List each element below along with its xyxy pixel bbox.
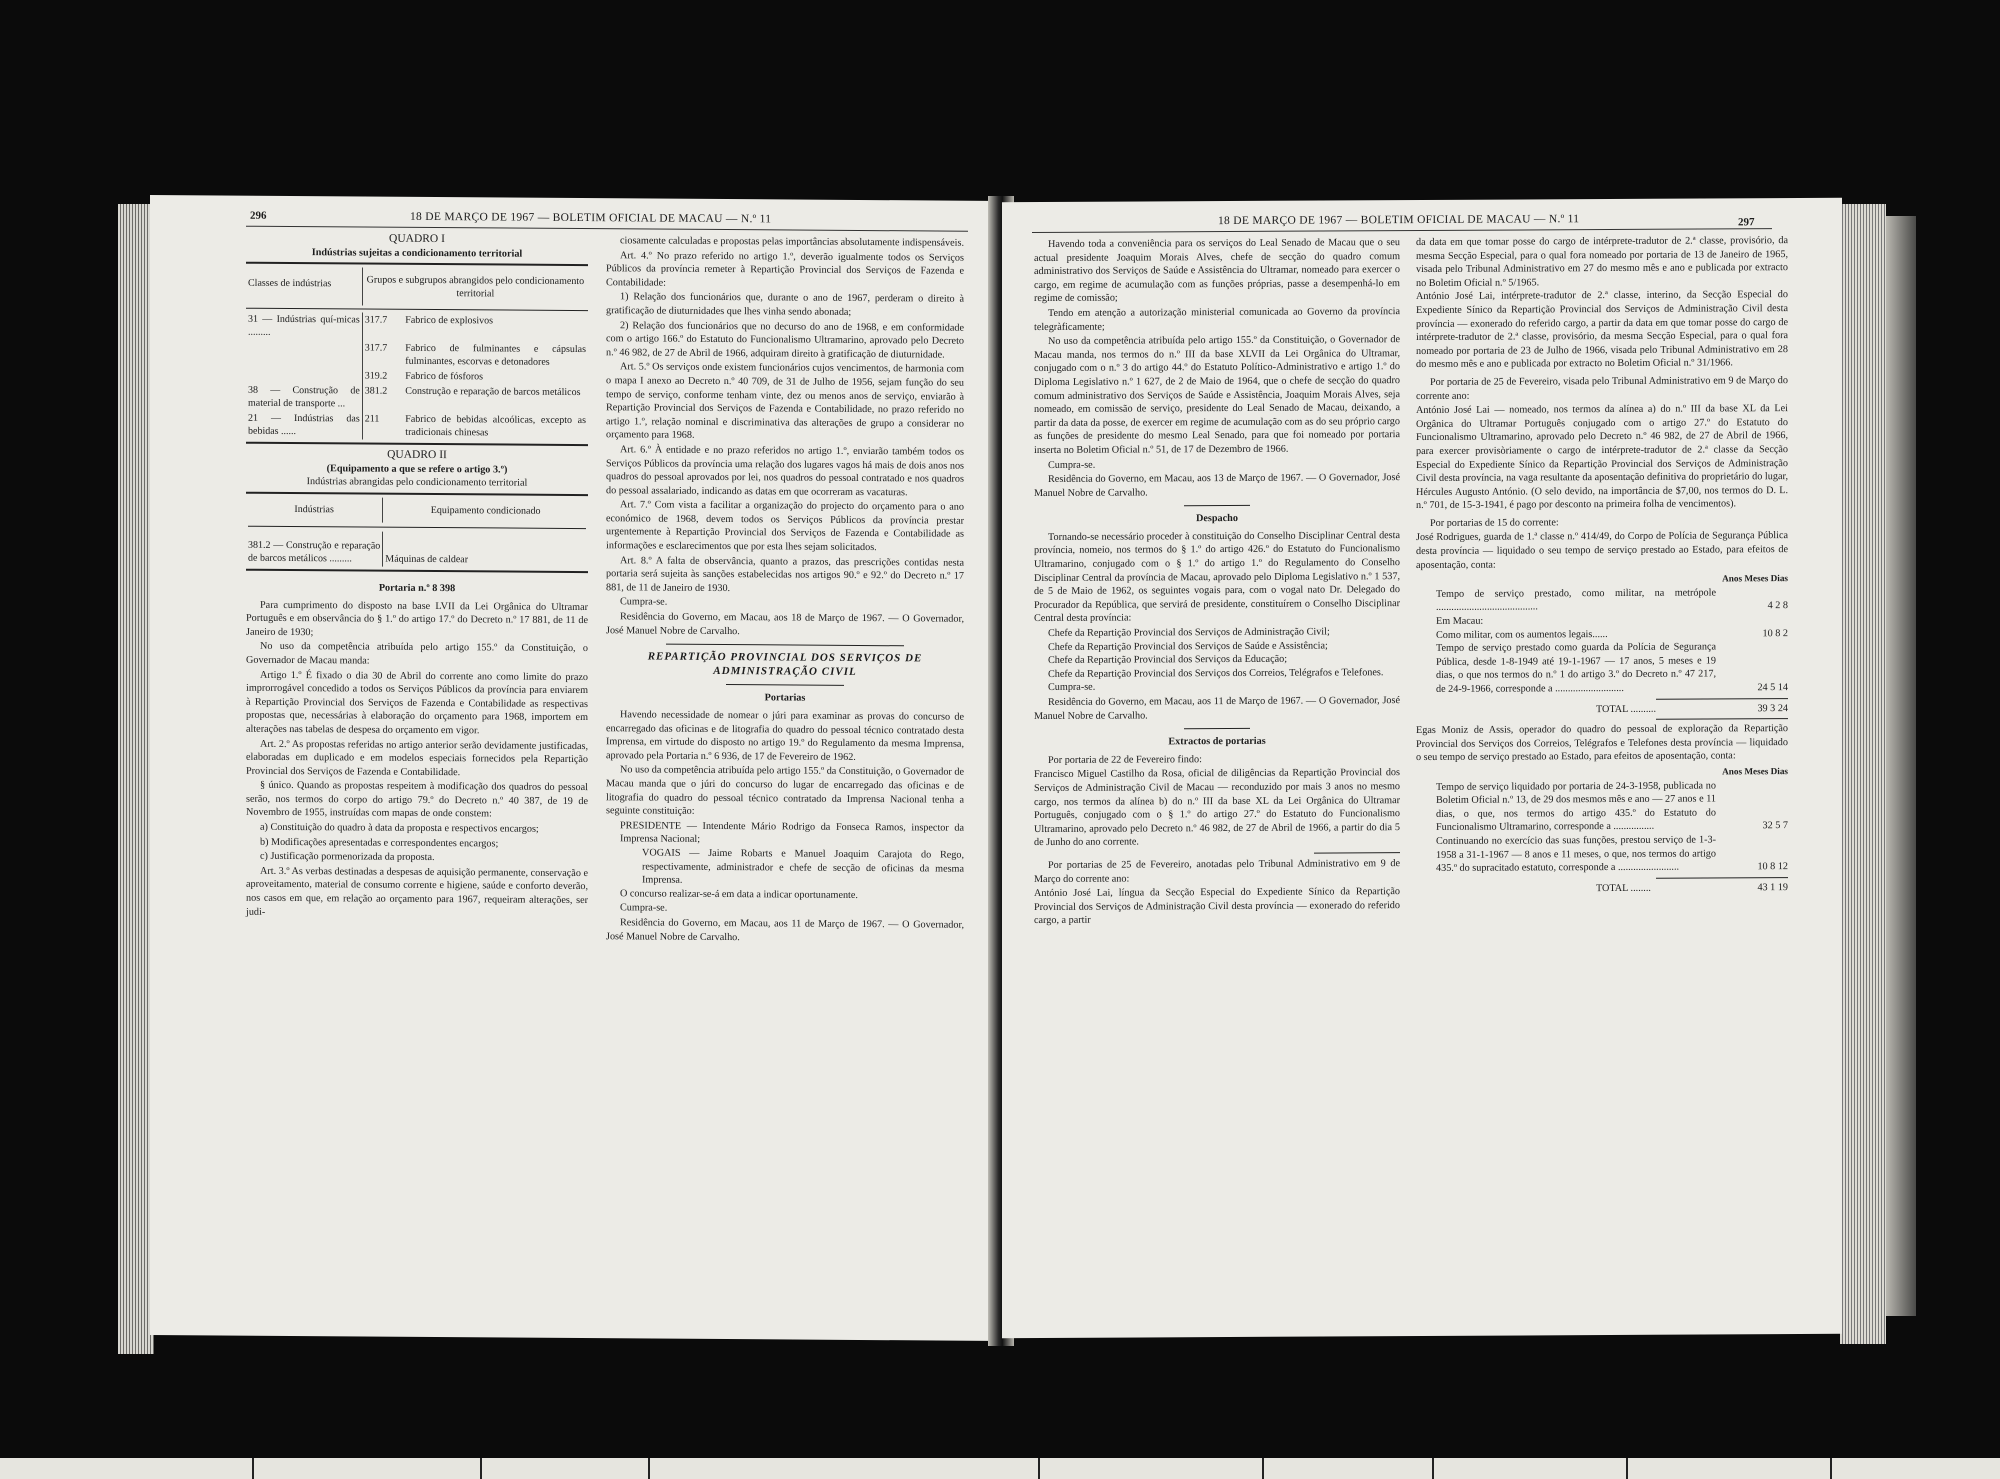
paragraph: No uso da competência atribuída pelo artigo 155.º da Constituição, o Governador de Macau manda, nos termos do n.º III da base XLVII da Lei Orgânica do Ultramar, conjugado com o n.º 3 do artigo 44.º do Estatuto Político-Administrativo e artigo 1.º do Diploma Legislativo n.º 1 627, de 2 de Maio de 1964, que o chefe de secção do quadro comum administrativo dos Serviços de Saúde e Assistência, Joaquim Morais Alves, seja nomeado, em comissão de serviço, presidente do Leal Senado de Macau, deixando, a partir da data da posse, de exercer em regime de acumulação com as do seu próprio cargo as funções de presidente do mesmo Leal Senado, para que foi nomeado por portaria inserta no Boletim Oficial n.º 51, de 17 de Dezembro de 1966.	[1034, 334, 1400, 456]
total-value: 43 1 19	[1757, 881, 1788, 893]
cumpra-se: Cumpra-se.	[1048, 459, 1096, 471]
section-title-repartition: REPARTIÇÃO PROVINCIAL DOS SERVIÇOS DE ADMINISTRAÇÃO CIVIL	[647, 650, 923, 678]
cumpra-se: Cumpra-se.	[620, 596, 668, 609]
book-edge-left	[118, 204, 154, 1354]
service-value: 24 5 14	[1757, 682, 1788, 694]
service-table-header: Anos Meses Dias	[1722, 573, 1788, 584]
paragraph: Art. 4.º No prazo referido no artigo 1.º, deverão igualmente todos os Serviços Públicos da província remeter à Repartição Provincial dos Serviços de Fazenda e Contabilidade:	[606, 249, 964, 289]
divider	[248, 526, 586, 529]
table-cell: 21 — Indústrias das bebidas ......	[248, 412, 360, 438]
table-header-cell: Indústrias	[294, 504, 334, 516]
extract-heading: Por portarias de 15 do corrente:	[1430, 517, 1559, 529]
header-rule	[246, 226, 968, 232]
cumpra-se: Cumpra-se.	[620, 902, 668, 914]
divider	[246, 569, 588, 573]
divider	[246, 308, 588, 311]
total-value: 39 3 24	[1757, 702, 1788, 714]
paragraph: Art. 6.º À entidade e no prazo referidos no artigo 1.º, enviarão também todos os Serviços Públicos da província uma relação dos lugares vagos há mais de dois anos nos quadros do pessoal aprovados por lei, nos quadros do pessoal contratado e nos quadros do pessoal assalariado, indicando as datas em que ocorreram as vacaturas.	[606, 444, 964, 499]
table-header-cell: Classes de indústrias	[248, 277, 332, 290]
table-header-cell: Grupos e subgrupos abrangidos pelo condicionamento territorial	[362, 268, 588, 308]
paragraph: Art. 7.º Com vista a facilitar a organização do projecto do orçamento para o ano económico de 1968, devem todos os Serviços Públicos da província prestar urgentemente à Repartição Provincial dos Serviços de Fazenda e Contabilidade as informações e esclarecimentos que por esta lhes sejam solicitados.	[606, 499, 964, 554]
paragraph: 1) Relação dos funcionários que, durante o ano de 1967, perderam o direito à gratificação de diuturnidades que lhes vinha sendo abonada;	[606, 291, 964, 318]
leal-senado-text	[1034, 236, 1400, 457]
divider	[1656, 877, 1788, 879]
table-cell: 38 — Construção de material de transporte ...	[248, 384, 360, 410]
header-rule	[1032, 228, 1772, 233]
book-cover-right	[1886, 216, 1916, 1316]
table-header	[246, 497, 588, 524]
table-cell: 381.2 — Construção e reparação de barcos metálicos .........	[248, 539, 381, 565]
despacho-title: Despacho	[1196, 513, 1238, 525]
divider	[1184, 505, 1250, 506]
left-column-1	[246, 232, 588, 923]
service-label: Tempo de serviço liquidado por portaria de 24-3-1958, publicada no Boletim Oficial n.º 13, de 29 dos mesmos mês e ano — 27 anos e 11 dias, o que, nos termos do artigo 435.º do Estatuto do Funcionalismo Ultramarino, corresponde a ................	[1436, 780, 1716, 834]
quadro2-table	[246, 497, 588, 568]
table-cell	[246, 368, 362, 384]
running-head-right: 18 DE MARÇO DE 1967 — BOLETIM OFICIAL DE MACAU — N.º 11	[1218, 213, 1580, 228]
concurso-note: O concurso realizar-se-á em data a indicar oportunamente.	[620, 888, 858, 901]
portaria-text	[246, 598, 588, 921]
table-cell: 319.2	[362, 369, 403, 384]
total-label: TOTAL ..........	[1596, 703, 1657, 715]
extract-body: José Rodrigues, guarda de 1.ª classe n.º 414/49, do Corpo de Polícia de Segurança Pública desta província — liquidado o seu tempo de serviço prestado ao Estado, para efeitos de aposentação, conta:	[1416, 530, 1788, 571]
paragraph: Para cumprimento do disposto na base LVII da Lei Orgânica do Ultramar Português e em observância do § 1.º do artigo 17.º do Decreto n.º 17 881, de 11 de Janeiro de 1930;	[246, 599, 588, 638]
divider	[666, 644, 904, 647]
paragraph: a) Constituição do quadro à data da proposta e respectivos encargos;	[260, 821, 539, 835]
extract-heading: Por portaria de 25 de Fevereiro, visada pelo Tribunal Administrativo em 9 de Março do corrente ano:	[1416, 375, 1788, 402]
table-row	[246, 340, 588, 370]
jury-president: PRESIDENTE — Intendente Mário Rodrigo da Fonseca Ramos, inspector da Imprensa Nacional;	[620, 820, 964, 846]
portaria-title: Portaria n.º 8 398	[378, 582, 456, 595]
service-value: 32 5 7	[1762, 820, 1788, 832]
right-column-1	[1034, 236, 1400, 928]
service-total-row	[1416, 881, 1788, 897]
paragraph: ciosamente calculadas e propostas pelas importâncias absolutamente indispensáveis.	[620, 235, 965, 249]
service-row	[1436, 627, 1788, 642]
cumpra-se: Cumpra-se.	[1048, 682, 1096, 694]
service-time-table	[1416, 779, 1788, 876]
signature-line: Residência do Governo, em Macau, aos 18 de Março de 1967. — O Governador, José Manuel Nobre de Carvalho.	[606, 611, 964, 637]
service-value: 10 8 2	[1762, 627, 1788, 639]
divider	[1314, 852, 1400, 853]
extract-body: Francisco Miguel Castilho da Rosa, oficial de diligências da Repartição Provincial dos Serviços de Administração Civil de Macau — reconduzido por mais 3 anos no mesmo cargo, nos termos da alínea b) do n.º III da base XL da Lei Orgânica do Ultramar Português, conjugado com o § 1.º do artigo 27.º do Estatuto do Funcionalismo Ultramarino, aprovado pelo Decreto n.º 46 982, de 27 de Abril de 1966, a partir do dia 5 de Junho do ano corrente.	[1034, 767, 1400, 849]
table-row	[246, 411, 588, 441]
quadro1-body	[246, 312, 588, 441]
service-total-row	[1416, 702, 1788, 718]
extract-body: António José Lai — nomeado, nos termos da alínea a) do n.º III da base XL da Lei Orgânica do Ultramar Português conjugado com o artigo 27.º do Estatuto do Funcionalismo Ultramarino, aprovado pelo Decreto n.º 46 982, de 27 de Abril de 1966, para exercer provisòriamente o cargo de intérprete-tradutor de 2.ª classe da Secção Especial do Expediente Sínico da Repartição Provincial dos Serviços de Administração Civil desta província, na vaga resultante da aposentação definitiva do proprietário do lugar, Hércules Augusto António. (O selo devido, na importância de $7,00, nos termos do D. L. n.º 701, de 15-3-1941, é pago por desconto na primeira folha de vencimentos).	[1416, 403, 1788, 512]
service-value: 4 2 8	[1767, 600, 1788, 612]
paragraph: No uso da competência atribuída pelo artigo 155.º da Constituição, o Governador de Macau manda:	[246, 641, 588, 667]
running-head-left: 18 DE MARÇO DE 1967 — BOLETIM OFICIAL DE MACAU — N.º 11	[410, 210, 772, 226]
service-time-table	[1416, 586, 1788, 697]
divider	[246, 442, 588, 446]
list-item: Chefe da Repartição Provincial dos Serviços de Saúde e Assistência;	[1048, 640, 1328, 653]
right-page	[1002, 198, 1842, 1338]
table-cell: Fabrico de fulminantes e cápsulas fulminantes, escorvas e detonadores	[405, 342, 586, 369]
list-item: Chefe da Repartição Provincial dos Serviços dos Correios, Telégrafos e Telefones.	[1048, 667, 1384, 680]
paragraph: Art. 8.º A falta de observância, quanto a prazos, das prescrições contidas nesta portaria será sujeita às sanções estabelecidas nos artigos 90.º e 92.º do Decreto n.º 17 881, de 11 de Janeiro de 1930.	[606, 554, 964, 594]
signature-line: Residência do Governo, em Macau, aos 11 de Março de 1967. — O Governador, José Manuel Nobre de Carvalho.	[606, 917, 964, 943]
table-row	[246, 383, 588, 413]
paragraph: Havendo toda a conveniência para os serviços do Leal Senado de Macau que o seu actual presidente Joaquim Morais Alves, chefe de secção do quadro comum administrativo dos Serviços de Saúde e Assistência do Ultramar, nomeado para exercer o cargo, em regime de acumulação com as funções próprias, passe a desempenhá-lo em regime de comissão;	[1034, 237, 1400, 305]
paragraph: b) Modificações apresentadas e correspondentes encargos;	[260, 836, 499, 850]
extractos-title: Extractos de portarias	[1168, 736, 1266, 748]
left-column-2	[606, 234, 964, 947]
paragraph: No uso da competência atribuída pelo artigo 155.º da Constituição, o Governador de Macau manda que o júri do concurso do lugar de encarregado das oficinas e de litografia do quadro do pessoal técnico contratado da Imprensa Nacional tenha a seguinte constituição:	[606, 764, 964, 817]
paragraph: 2) Relação dos funcionários que no decurso do ano de 1968, e em conformidade com o artigo 166.º do Estatuto do Funcionalismo Ultramarino, aprovado pelo Decreto n.º 46 982, de 27 de Abril de 1966, adquiram direito à gratificação de diuturnidade.	[606, 319, 964, 361]
book-edge-right	[1840, 204, 1886, 1344]
extract-heading: Por portarias de 25 de Fevereiro, anotadas pelo Tribunal Administrativo em 9 de Março do corrente ano:	[1034, 858, 1400, 885]
portaria-articles	[606, 234, 964, 597]
extract-body: Egas Moniz de Assis, operador do quadro do pessoal de exploração da Repartição Provincial dos Serviços dos Correios, Telégrafos e Telefones desta província — liquidado o seu tempo de serviço prestado ao Estado, para efeitos de aposentação, conta:	[1416, 723, 1788, 764]
portarias-title: Portarias	[764, 692, 806, 705]
quadro2-subtitle-2: Indústrias abrangidas pelo condicionamento territorial	[306, 476, 528, 490]
page-number-right: 297	[1738, 216, 1755, 229]
quadro1-table	[246, 267, 588, 307]
quadro1-subtitle: Indústrias sujeitas a condicionamento territorial	[311, 246, 523, 260]
paragraph: c) Justificação pormenorizada da proposta.	[260, 851, 435, 864]
table-cell: Construção e reparação de barcos metálicos	[405, 385, 581, 399]
divider	[1656, 698, 1788, 700]
service-label: Como militar, com os aumentos legais......	[1436, 628, 1608, 641]
table-cell: Fabrico de explosivos	[405, 314, 494, 327]
paragraph: § único. Quando as propostas respeitem à modificação dos quadros do pessoal serão, nos termos do corpo do artigo 79.º do Decreto n.º 40 387, de 19 de Novembro de 1955, instruídas com mapas de onde constem:	[246, 780, 588, 820]
portarias-text	[606, 708, 964, 820]
divider	[1656, 718, 1788, 720]
divider	[246, 262, 588, 266]
divider	[1184, 728, 1250, 729]
service-row	[1436, 586, 1788, 615]
paragraph: Art. 3.º As verbas destinadas a despesas de aquisição permanente, conservação e aproveitamento, material de consumo corrente e higiene, saúde e conforto deverão, nos casos em que, em relação ao orçamento para 1967, requeiram alterações, ser judi-	[246, 865, 588, 918]
table-cell: 31 — Indústrias quí-micas .........	[248, 313, 360, 339]
extract-body: da data em que tomar posse do cargo de intérprete-tradutor de 2.ª classe, provisório, da mesma Secção Especial, para o qual fora nomeado por portaria de 13 de Janeiro de 1965, visada pelo Tribunal Administrativo em 27 do mesmo mês e ano e publicada por extracto no Boletim Oficial n.º 5/1965.	[1416, 235, 1788, 289]
left-page	[150, 195, 1002, 1341]
service-table-header: Anos Meses Dias	[1722, 766, 1788, 777]
table-row	[246, 312, 588, 342]
service-row	[1436, 640, 1788, 696]
quadro2-title: QUADRO II	[387, 448, 447, 462]
table-header-cell: Equipamento condicionado	[383, 498, 588, 524]
jury-members: VOGAIS — Jaime Robarts e Manuel Joaquim Carajota do Rego, respectivamente, administrador e chefe de secção de oficinas da mesma Imprensa.	[642, 847, 964, 886]
service-value: 10 8 12	[1757, 861, 1788, 873]
signature-line: Residência do Governo, em Macau, aos 11 de Março de 1967. — O Governador, José Manuel Nobre de Carvalho.	[1034, 695, 1400, 722]
right-column-2	[1416, 234, 1788, 896]
service-label: Tempo de serviço prestado como guarda da Polícia de Segurança Pública, desde 1-8-1949 até 19-1-1967 — 17 anos, 5 meses e 19 dias, o que nos termos do n.º 1 do artigo 3.º do Decreto n.º 47 217, de 24-9-1966, corresponde a ...........................	[1436, 641, 1716, 695]
service-label: Continuando no exercício das suas funções, prestou serviço de 1-3-1958 a 31-1-1967 — 8 anos e 11 meses, o que, nos termos do artigo 435.º do supracitado estatuto, corresponde a ........................	[1436, 834, 1716, 875]
list-item: Chefe da Repartição Provincial dos Serviços de Administração Civil;	[1048, 626, 1330, 639]
divider	[726, 684, 844, 686]
service-row	[1436, 833, 1788, 876]
service-label: Tempo de serviço prestado, como militar, na metrópole ........................................	[1436, 587, 1716, 614]
despacho-text: Tornando-se necessário proceder à constituição do Conselho Disciplinar Central desta província, nomeio, nos termos do § 1.º do artigo 426.º do Estatuto do Funcionalismo Ultramarino, conjugado com o § 1.º do artigo 1.º do Regulamento do Conselho Disciplinar Central da província de Macau, aprovado pelo Diploma Legislativo n.º 1 537, de 5 de Maio de 1962, os seguintes vogais para, com o vogal nato Dr. Delegado do Procurador da República, que servirá de presidente, constituírem o Conselho Disciplinar Central desta província:	[1034, 529, 1400, 625]
table-cell: 381.2	[362, 384, 403, 412]
paragraph: Art. 5.º Os serviços onde existem funcionários cujos vencimentos, de harmonia com o mapa I anexo ao Decreto n.º 40 709, de 31 de Julho de 1956, sejam função do seu tempo de serviço, conforme tenham vinte, dez ou menos anos de serviço, enviarão à Repartição Provincial dos Serviços de Fazenda e Contabilidade, no prazo referido no artigo 1.º, relação nominal e discriminativa das alterações de grupo a considerar no orçamento para 1968.	[606, 361, 964, 442]
signature-line: Residência do Governo, em Macau, aos 13 de Março de 1967. — O Governador, José Manuel Nobre de Carvalho.	[1034, 472, 1400, 499]
table-header	[246, 267, 588, 307]
extract-body: António José Lai, intérprete-tradutor de 2.ª classe, interino, da Secção Especial do Expediente Sínico da Repartição Provincial dos Serviços de Administração Civil desta província — exonerado do referido cargo, a partir da data em que tomar posse do cargo de intérprete-tradutor de 2.ª classe, provisório, da mesma Secção Especial, para o qual fora nomeado por portaria de 23 de Julho de 1966, visada pelo Tribunal Administrativo em 28 do mesmo mês e ano e publicada por extracto no Boletim Oficial n.º 31/1966.	[1416, 289, 1788, 371]
total-label: TOTAL ........	[1596, 882, 1651, 894]
paragraph: Artigo 1.º É fixado o dia 30 de Abril do corrente ano como limite do prazo improrrogável concedido a todos os Serviços Públicos da província para enviarem à Repartição Provincial dos Serviços de Fazenda e Contabilidade as respectivas propostas que, necessárias à elaboração do orçamento para 1968, importem em alterações nas tabelas de despesa do orçamento em vigor.	[246, 669, 588, 737]
table-cell: Fabrico de bebidas alcoólicas, excepto as tradicionais chinesas	[405, 413, 586, 439]
service-row	[1436, 779, 1788, 835]
paragraph: Havendo necessidade de nomear o júri para examinar as provas do concurso de encarregado das oficinas e de litografia do quadro do pessoal técnico contratado desta Imprensa, em virtude do disposto no artigo 19.º do Regulamento da mesma Imprensa, aprovado pela Portaria n.º 6 936, de 17 de Fevereiro de 1962.	[606, 709, 964, 763]
table-cell: Máquinas de caldear	[383, 532, 588, 568]
divider	[246, 492, 588, 496]
service-label: Em Macau:	[1436, 615, 1484, 627]
scan-bottom-strip	[0, 1458, 2000, 1479]
paragraph: Art. 2.º As propostas referidas no artigo anterior serão devidamente justificadas, elaboradas em duplicado e em modelos especiais fornecidos pela Repartição Provincial dos Serviços de Fazenda e Contabilidade.	[246, 738, 588, 778]
table-cell: Fabrico de fósforos	[405, 370, 484, 383]
despacho-list	[1034, 625, 1400, 681]
quadro1-title: QUADRO I	[389, 232, 445, 246]
table-cell: 211	[362, 412, 403, 440]
list-item: Chefe da Repartição Provincial dos Serviços da Educação;	[1048, 653, 1288, 667]
table-cell: 317.7	[362, 313, 403, 341]
quadro2-subtitle: (Equipamento a que se refere o artigo 3.º)	[326, 463, 508, 476]
table-row	[246, 531, 588, 568]
table-cell	[246, 340, 362, 369]
page-number-left: 296	[250, 209, 267, 222]
extract-heading: Por portaria de 22 de Fevereiro findo:	[1048, 753, 1202, 766]
extract-body: António José Lai, língua da Secção Especial do Expediente Sínico da Repartição Provincial dos Serviços de Administração Civil desta província — exonerado do referido cargo, a partir	[1034, 886, 1400, 927]
table-cell: 317.7	[362, 341, 403, 369]
paragraph: Tendo em atenção a autorização ministerial comunicada ao Governo da província telegràficamente;	[1034, 306, 1400, 333]
